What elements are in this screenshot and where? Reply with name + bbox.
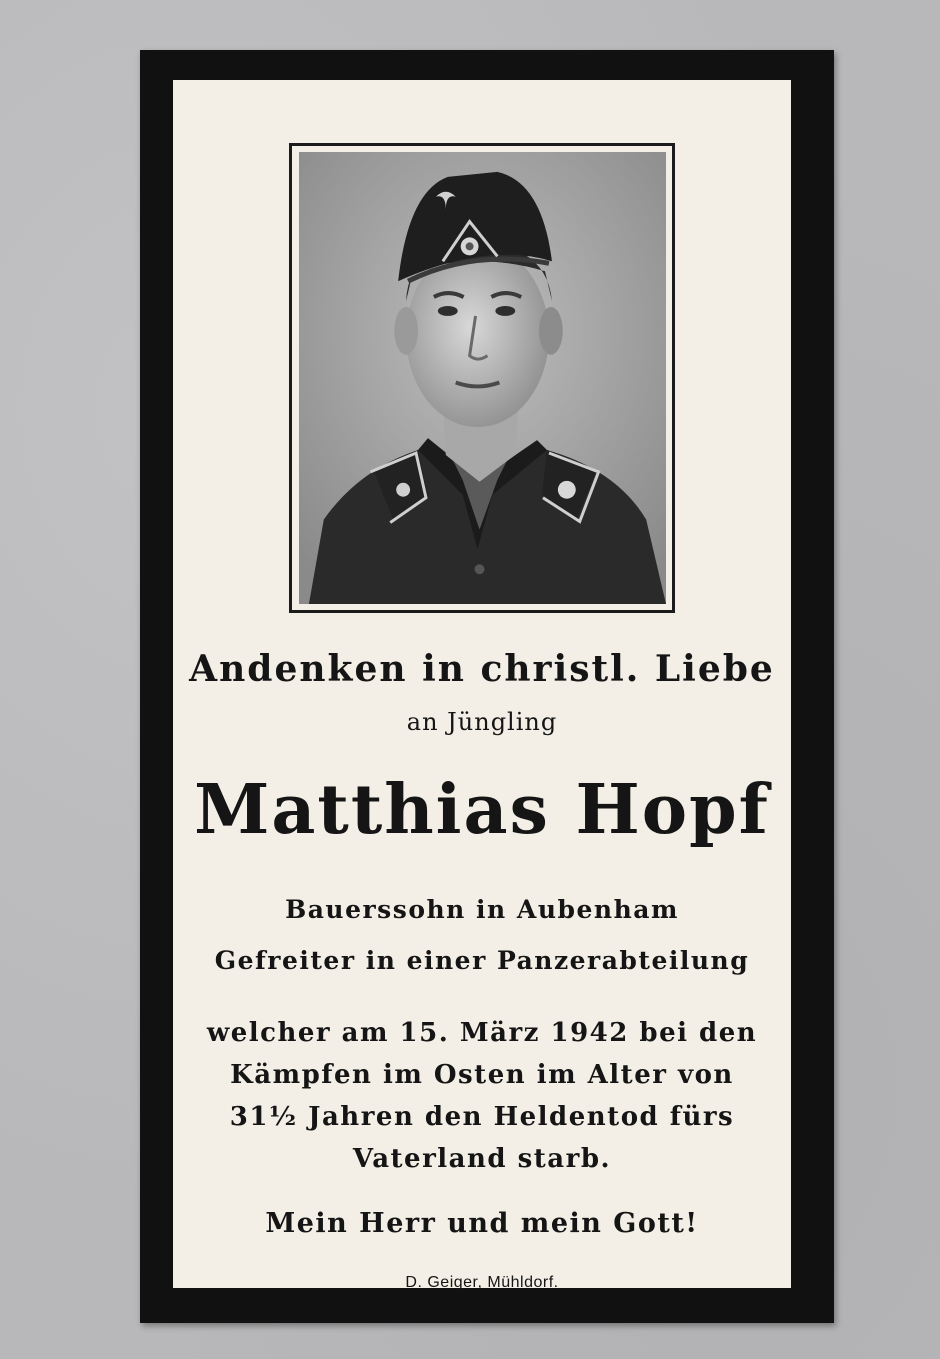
death-notice: [173, 1012, 791, 1180]
memorial-subheading: an Jüngling: [406, 708, 558, 736]
soldier-portrait: [299, 152, 666, 604]
deceased-name: Matthias Hopf: [194, 770, 770, 850]
portrait-illustration: [299, 152, 666, 604]
card-paper: [173, 80, 791, 1291]
death-notice-line: welcher am 15. März 1942 bei den: [206, 1018, 758, 1048]
portrait-frame: [289, 143, 675, 613]
death-notice-line: 31½ Jahren den Heldentod fürs: [229, 1102, 735, 1132]
memorial-card: [140, 50, 834, 1323]
occupation-line: Bauerssohn in Aubenham: [285, 895, 679, 924]
death-notice-line: Kämpfen im Osten im Alter von: [230, 1060, 734, 1090]
memorial-heading: Andenken in christl. Liebe: [189, 648, 775, 690]
death-notice-line: Vaterland starb.: [352, 1144, 612, 1174]
rank-line: Gefreiter in einer Panzerabteilung: [214, 946, 750, 975]
prayer-line: Mein Herr und mein Gott!: [265, 1208, 699, 1239]
printer-credit: D. Geiger, Mühldorf.: [405, 1274, 559, 1291]
